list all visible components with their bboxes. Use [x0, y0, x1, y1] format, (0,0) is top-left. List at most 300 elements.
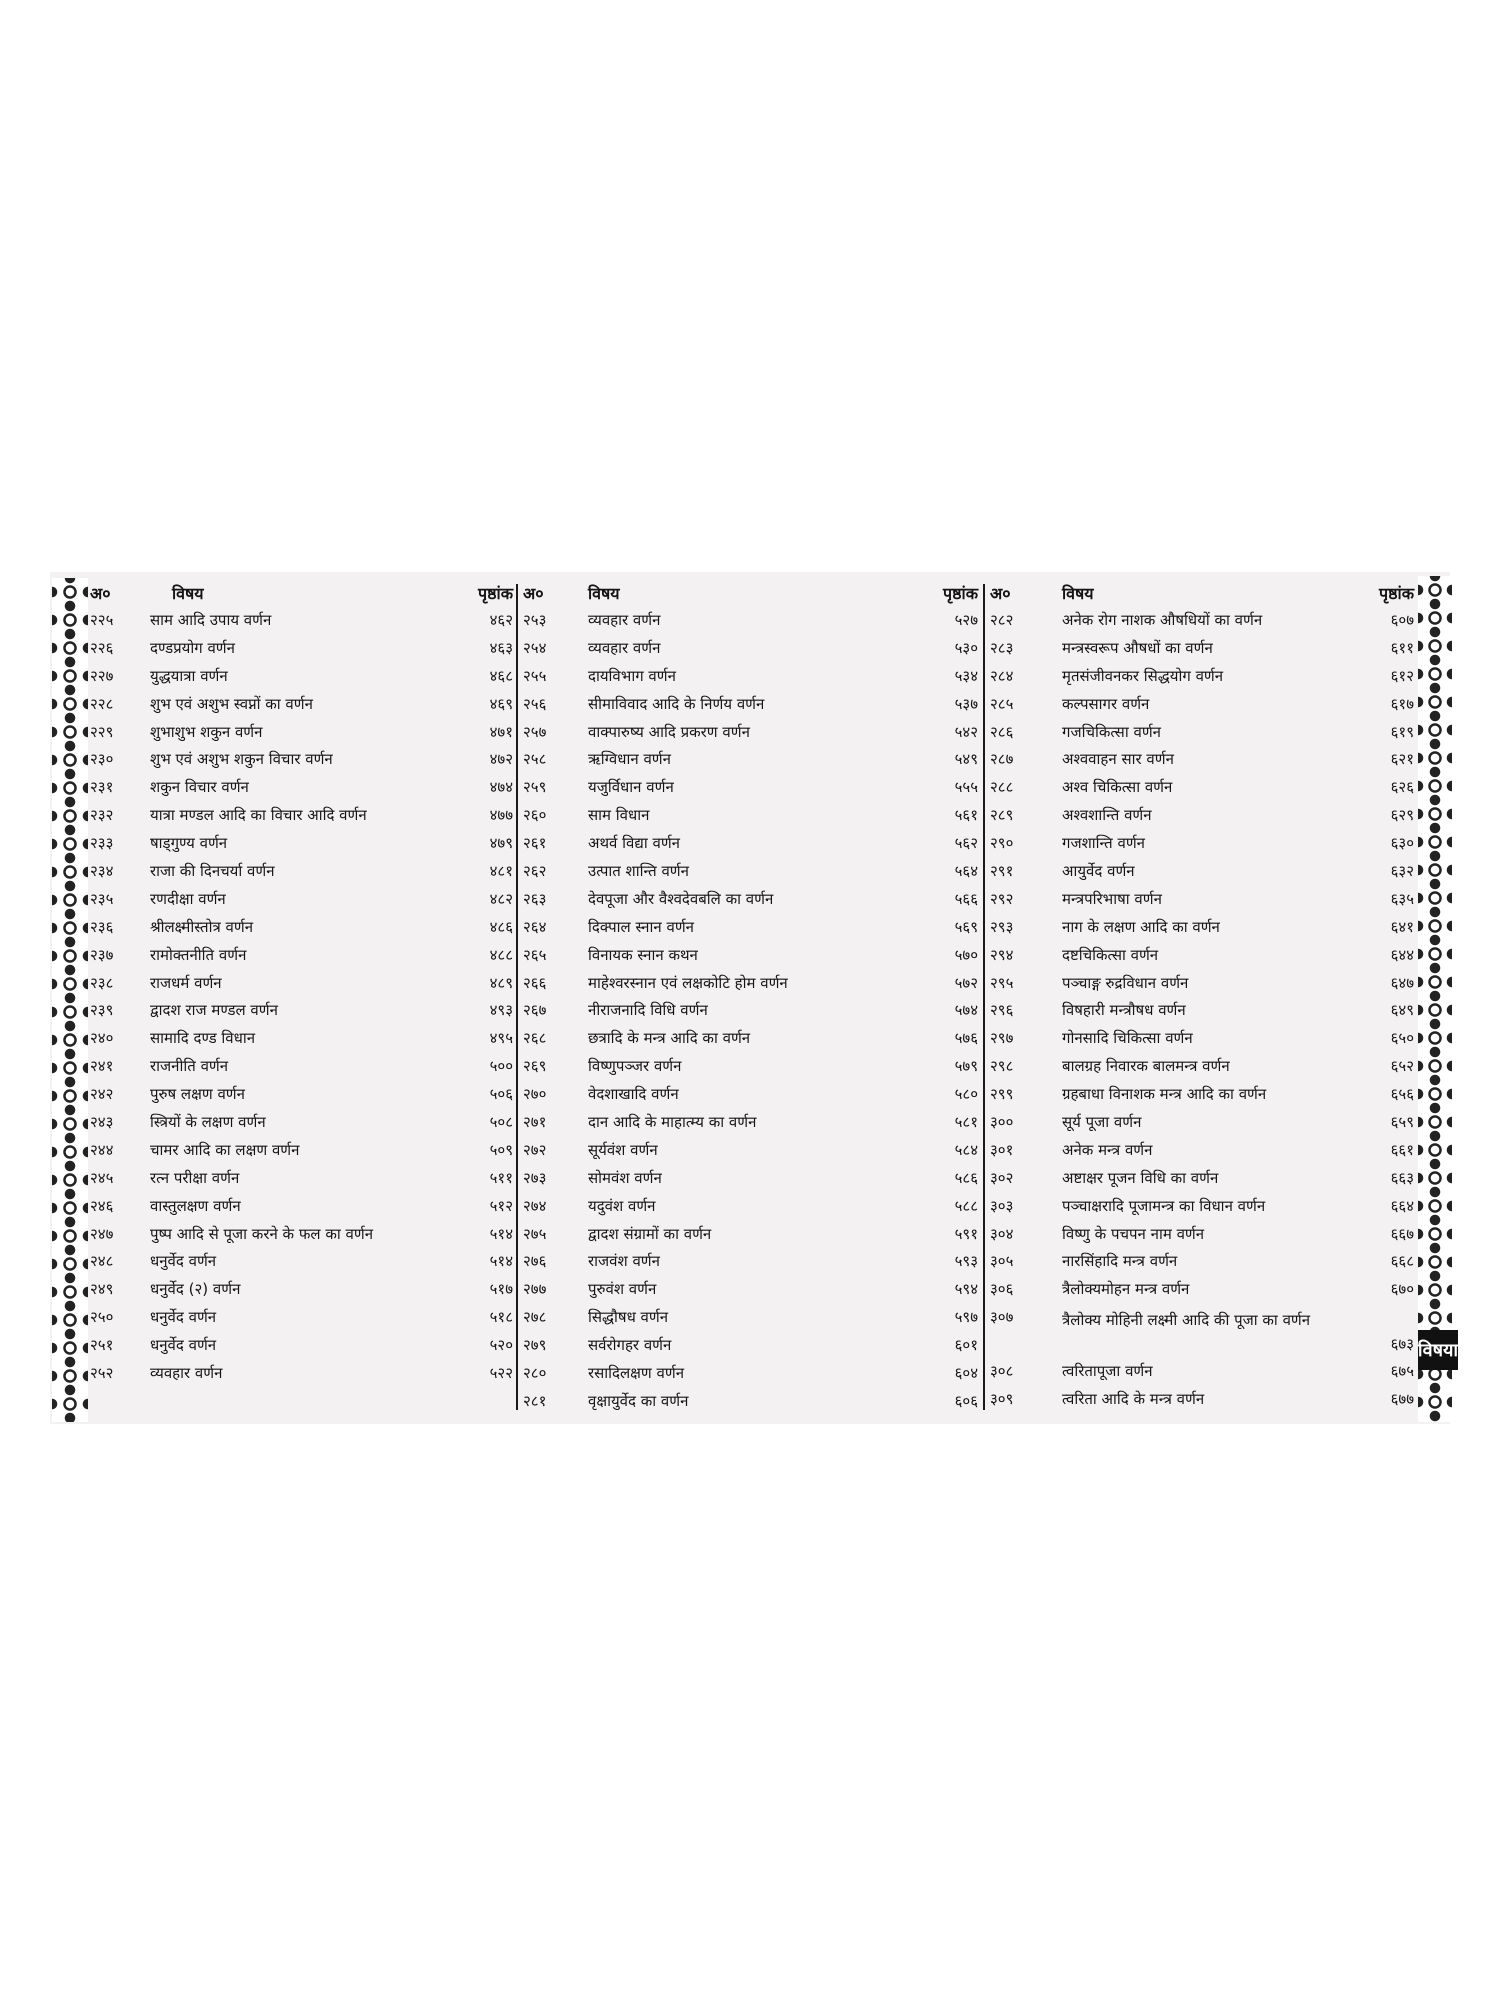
chapter-subject: सामादि दण्ड विधान	[150, 1029, 256, 1048]
chapter-subject: राजा की दिनचर्या वर्णन	[150, 862, 275, 881]
chapter-number: ३०४	[990, 1224, 1014, 1243]
page-number: ५११	[489, 1168, 513, 1187]
page-number: ५२७	[954, 611, 978, 629]
index-row	[523, 718, 978, 746]
page-number: ५०८	[489, 1113, 513, 1132]
chapter-number: २५९	[523, 778, 547, 797]
chapter-subject: धनुर्वेद (२) वर्णन	[150, 1280, 241, 1299]
chapter-number: २८६	[990, 722, 1014, 741]
chapter-subject: विष्णु के पचपन नाम वर्णन	[1062, 1224, 1205, 1243]
chapter-subject: दष्टचिकित्सा वर्णन	[1062, 945, 1159, 964]
index-row	[90, 690, 513, 718]
column-header	[523, 578, 978, 606]
page-number: ४९५	[489, 1029, 513, 1048]
chapter-subject: माहेश्वरस्नान एवं लक्षकोटि होम वर्णन	[588, 973, 788, 992]
chapter-number: २६९	[523, 1057, 547, 1076]
chapter-number: २३९	[90, 1001, 114, 1020]
index-row	[990, 1164, 1414, 1192]
chapter-number: २५४	[523, 638, 547, 657]
page-number: ६२१	[1390, 750, 1414, 769]
page-number: ६५०	[1390, 1029, 1414, 1048]
chapter-subject: वास्तुलक्षण वर्णन	[150, 1196, 241, 1215]
index-row	[990, 941, 1414, 969]
chapter-number: २२७	[90, 666, 114, 685]
index-row	[990, 1220, 1414, 1248]
index-row	[90, 1220, 513, 1248]
header-subject: विषय	[1062, 584, 1094, 603]
index-row	[523, 745, 978, 773]
page-number: ६५६	[1390, 1085, 1414, 1104]
chapter-subject: धनुर्वेद वर्णन	[150, 1336, 217, 1355]
index-row	[523, 773, 978, 801]
chapter-subject: शकुन विचार वर्णन	[150, 778, 249, 797]
chapter-subject: स्त्रियों के लक्षण वर्णन	[150, 1113, 266, 1132]
chapter-number: २९१	[990, 862, 1014, 881]
chapter-subject: पुरुवंश वर्णन	[588, 1280, 657, 1299]
chapter-number: २८४	[990, 666, 1014, 685]
chapter-subject: वाक्पारुष्य आदि प्रकरण वर्णन	[588, 722, 750, 741]
chapter-number: ३०१	[990, 1140, 1014, 1159]
chapter-number: २४५	[90, 1168, 114, 1187]
column-divider	[516, 584, 518, 1410]
column-header	[90, 578, 513, 606]
index-row	[523, 1108, 978, 1136]
chapter-subject: त्रैलोक्य मोहिनी लक्ष्मी आदि की पूजा का वर्णन	[1062, 1311, 1311, 1330]
page-number: ५०९	[489, 1140, 513, 1159]
index-row	[523, 662, 978, 690]
chapter-number: ३००	[990, 1113, 1014, 1132]
index-row	[90, 1164, 513, 1192]
index-row	[523, 1303, 978, 1331]
chapter-number: ३०७	[990, 1308, 1014, 1327]
index-row	[990, 1052, 1414, 1080]
page-number: ४८८	[489, 945, 513, 964]
chapter-subject: विष्णुपञ्जर वर्णन	[588, 1057, 682, 1076]
chapter-subject: द्वादश राज मण्डल वर्णन	[150, 1001, 278, 1020]
page-number: ४७१	[489, 722, 513, 741]
chapter-subject: व्यवहार वर्णन	[588, 638, 661, 657]
page-number: ५५५	[954, 778, 978, 797]
index-column-2	[523, 578, 978, 1415]
index-row	[523, 996, 978, 1024]
section-tab: विषया	[1418, 1330, 1458, 1370]
index-row	[990, 857, 1414, 885]
index-row	[90, 606, 513, 634]
chapter-subject: राजवंश वर्णन	[588, 1252, 660, 1271]
chapter-number: २४९	[90, 1280, 114, 1299]
page-number: ६०७	[1390, 611, 1414, 629]
chapter-number: २३८	[90, 973, 114, 992]
page-number: ६७७	[1390, 1390, 1414, 1409]
chapter-number: २४१	[90, 1057, 114, 1076]
chapter-subject: रत्न परीक्षा वर्णन	[150, 1168, 240, 1187]
page-number: ६७३	[1390, 1335, 1414, 1354]
page-number: ५१८	[489, 1308, 513, 1327]
index-row	[990, 773, 1414, 801]
index-row	[523, 1247, 978, 1275]
chapter-subject: साम विधान	[588, 806, 650, 825]
page-number: ५४२	[954, 722, 978, 741]
chapter-number: २६८	[523, 1029, 547, 1048]
chapter-number: २६०	[523, 806, 547, 825]
chapter-subject: शुभ एवं अशुभ स्वप्नों का वर्णन	[150, 694, 313, 713]
chapter-subject: गोनसादि चिकित्सा वर्णन	[1062, 1029, 1193, 1048]
chapter-subject: कल्पसागर वर्णन	[1062, 694, 1150, 713]
index-row	[90, 1247, 513, 1275]
index-row	[523, 801, 978, 829]
page-number: ६३०	[1390, 834, 1414, 853]
index-row	[990, 829, 1414, 857]
index-row	[90, 1359, 513, 1387]
index-row	[90, 1136, 513, 1164]
chapter-subject: अश्ववाहन सार वर्णन	[1062, 750, 1174, 769]
page-number: ६२९	[1390, 806, 1414, 825]
chapter-subject: ग्रहबाधा विनाशक मन्त्र आदि का वर्णन	[1062, 1085, 1267, 1104]
index-row	[523, 857, 978, 885]
index-row	[90, 1331, 513, 1359]
index-row	[990, 1385, 1414, 1413]
index-column-3	[990, 578, 1414, 1413]
chapter-subject: दान आदि के माहात्म्य का वर्णन	[588, 1113, 757, 1132]
chapter-subject: अश्वशान्ति वर्णन	[1062, 806, 1152, 825]
page-number: ५९३	[954, 1252, 978, 1271]
chapter-subject: सीमाविवाद आदि के निर्णय वर्णन	[588, 694, 765, 713]
index-row	[523, 1220, 978, 1248]
page-number: ५२०	[489, 1336, 513, 1355]
chapter-subject: युद्धयात्रा वर्णन	[150, 666, 228, 685]
index-row	[523, 941, 978, 969]
index-row	[990, 1275, 1414, 1303]
index-row	[990, 1024, 1414, 1052]
chapter-number: २६५	[523, 945, 547, 964]
page-number: ६४७	[1390, 973, 1414, 992]
chapter-subject: दिक्पाल स्नान वर्णन	[588, 917, 694, 936]
page-number: ६३२	[1390, 862, 1414, 881]
chapter-subject: मन्त्रपरिभाषा वर्णन	[1062, 889, 1162, 908]
chapter-subject: नीराजनादि विधि वर्णन	[588, 1001, 708, 1020]
index-row	[990, 885, 1414, 913]
page-number: ४६८	[489, 666, 513, 685]
page-number: ५६१	[954, 806, 978, 825]
index-row	[990, 662, 1414, 690]
index-row	[523, 606, 978, 634]
page-number: ५७२	[954, 973, 978, 992]
page-number: ६५९	[1390, 1113, 1414, 1132]
page-number: ४८९	[489, 973, 513, 992]
chapter-number: २८३	[990, 638, 1014, 657]
page-number: ४७७	[489, 806, 513, 825]
chapter-number: २४२	[90, 1085, 114, 1104]
page-number: ५७४	[954, 1001, 978, 1020]
chapter-number: २५२	[90, 1364, 114, 1383]
chapter-number: २३४	[90, 862, 114, 881]
chapter-number: २९४	[990, 945, 1014, 964]
index-row	[990, 690, 1414, 718]
page-number: ४७४	[489, 778, 513, 797]
index-row	[523, 1164, 978, 1192]
page-number: ५२२	[489, 1364, 513, 1383]
chapter-subject: त्वरिता आदि के मन्त्र वर्णन	[1062, 1390, 1205, 1409]
chapter-number: ३०५	[990, 1252, 1014, 1271]
chapter-subject: दायविभाग वर्णन	[588, 666, 676, 685]
index-row	[90, 996, 513, 1024]
index-row	[990, 718, 1414, 746]
index-row	[990, 745, 1414, 773]
chapter-subject: श्रीलक्ष्मीस्तोत्र वर्णन	[150, 917, 254, 936]
chapter-subject: सर्वरोगहर वर्णन	[588, 1336, 672, 1355]
chapter-number: २७६	[523, 1252, 547, 1271]
header-page: पृष्ठांक	[478, 584, 513, 603]
chapter-subject: वेदशाखादि वर्णन	[588, 1085, 679, 1104]
chapter-subject: उत्पात शान्ति वर्णन	[588, 862, 689, 881]
chapter-number: २७२	[523, 1140, 547, 1159]
page-number: ५३७	[954, 694, 978, 713]
chapter-subject: बालग्रह निवारक बालमन्त्र वर्णन	[1062, 1057, 1230, 1076]
chapter-number: २६१	[523, 834, 547, 853]
chapter-number: २२५	[90, 611, 114, 629]
chapter-number: २६२	[523, 862, 547, 881]
chapter-subject: मृतसंजीवनकर सिद्धयोग वर्णन	[1062, 666, 1224, 685]
chapter-subject: मन्त्रस्वरूप औषधों का वर्णन	[1062, 638, 1213, 657]
index-row	[990, 801, 1414, 829]
chapter-subject: आयुर्वेद वर्णन	[1062, 862, 1135, 881]
page-number: ४६३	[489, 638, 513, 657]
page-number: ६०१	[954, 1336, 978, 1355]
chapter-number: २६४	[523, 917, 547, 936]
chapter-number: ३०८	[990, 1362, 1014, 1381]
page-number: ५१७	[489, 1280, 513, 1299]
chapter-number: २९३	[990, 917, 1014, 936]
index-row	[990, 606, 1414, 634]
page-number: ५८८	[954, 1196, 978, 1215]
page-number: ६१७	[1390, 694, 1414, 713]
page-number: ६६३	[1390, 1168, 1414, 1187]
chapter-subject: द्वादश संग्रामों का वर्णन	[588, 1224, 712, 1243]
chapter-number: २४८	[90, 1252, 114, 1271]
chapter-subject: पुरुष लक्षण वर्णन	[150, 1085, 245, 1104]
header-page: पृष्ठांक	[1379, 584, 1414, 603]
chapter-subject: धनुर्वेद वर्णन	[150, 1308, 217, 1327]
page-number: ५९७	[954, 1308, 978, 1327]
page-number: ५८०	[954, 1085, 978, 1104]
index-row	[523, 1024, 978, 1052]
chapter-subject: रसादिलक्षण वर्णन	[588, 1364, 685, 1383]
chapter-subject: राजनीति वर्णन	[150, 1057, 229, 1076]
chapter-number: २८७	[990, 750, 1014, 769]
index-row	[990, 969, 1414, 997]
chapter-subject: विनायक स्नान कथन	[588, 945, 698, 964]
page-number: ६४४	[1390, 945, 1414, 964]
index-row	[990, 1192, 1414, 1220]
page-number: ५१४	[489, 1224, 513, 1243]
chapter-number: २२६	[90, 638, 114, 657]
header-subject: विषय	[588, 584, 620, 603]
page-number: ६०४	[954, 1364, 978, 1383]
chapter-subject: दण्डप्रयोग वर्णन	[150, 638, 235, 657]
index-row	[523, 1052, 978, 1080]
chapter-number: २९५	[990, 973, 1014, 992]
chapter-subject: धनुर्वेद वर्णन	[150, 1252, 217, 1271]
index-row	[90, 1108, 513, 1136]
chapter-number: २७५	[523, 1224, 547, 1243]
index-row	[523, 1387, 978, 1415]
chapter-subject: त्रैलोक्यमोहन मन्त्र वर्णन	[1062, 1280, 1190, 1299]
chapter-subject: त्वरितापूजा वर्णन	[1062, 1362, 1153, 1381]
chapter-subject: यजुर्विधान वर्णन	[588, 778, 674, 797]
chapter-number: २९९	[990, 1085, 1014, 1104]
index-row	[523, 1331, 978, 1359]
index-row	[523, 885, 978, 913]
page-number: ६६४	[1390, 1196, 1414, 1215]
chapter-subject: अनेक रोग नाशक औषधियों का वर्णन	[1062, 611, 1263, 629]
chapter-number: ३०३	[990, 1196, 1014, 1215]
page-number: ६५२	[1390, 1057, 1414, 1076]
page-number: ६६१	[1390, 1140, 1414, 1159]
index-row	[990, 1080, 1414, 1108]
page-number: ५६२	[954, 834, 978, 853]
chapter-number: २३६	[90, 917, 114, 936]
chapter-number: २९७	[990, 1029, 1014, 1048]
page-number: ५७०	[954, 945, 978, 964]
chapter-number: २५०	[90, 1308, 114, 1327]
index-row	[90, 941, 513, 969]
index-row	[90, 662, 513, 690]
index-row	[523, 690, 978, 718]
chapter-subject: अश्व चिकित्सा वर्णन	[1062, 778, 1173, 797]
index-row	[990, 1247, 1414, 1275]
chapter-subject: छत्रादि के मन्त्र आदि का वर्णन	[588, 1029, 751, 1048]
chapter-number: २७७	[523, 1280, 547, 1299]
chapter-number: २३५	[90, 889, 114, 908]
chapter-number: २४६	[90, 1196, 114, 1215]
left-ornamental-border	[52, 578, 88, 1422]
page-number: ६०६	[954, 1391, 978, 1410]
chapter-number: २९०	[990, 834, 1014, 853]
chapter-subject: अनेक मन्त्र वर्णन	[1062, 1140, 1153, 1159]
page-number: ६७०	[1390, 1280, 1414, 1299]
page-number: ५३४	[954, 666, 978, 685]
chapter-number: २२८	[90, 694, 114, 713]
chapter-subject: शुभाशुभ शकुन वर्णन	[150, 722, 263, 741]
chapter-number: २८२	[990, 611, 1014, 629]
chapter-number: २९२	[990, 889, 1014, 908]
index-row	[90, 773, 513, 801]
index-row	[523, 1359, 978, 1387]
chapter-subject: नारसिंहादि मन्त्र वर्णन	[1062, 1252, 1178, 1271]
chapter-number: २५१	[90, 1336, 114, 1355]
index-row	[90, 969, 513, 997]
chapter-subject: सूर्य पूजा वर्णन	[1062, 1113, 1142, 1132]
chapter-subject: चामर आदि का लक्षण वर्णन	[150, 1140, 300, 1159]
page-number: ५६४	[954, 862, 978, 881]
page-number: ६११	[1390, 638, 1414, 657]
chapter-subject: नाग के लक्षण आदि का वर्णन	[1062, 917, 1220, 936]
chapter-subject: वृक्षायुर्वेद का वर्णन	[588, 1391, 689, 1410]
chapter-number: ३०६	[990, 1280, 1014, 1299]
index-row	[523, 1136, 978, 1164]
chapter-subject: यात्रा मण्डल आदि का विचार आदि वर्णन	[150, 806, 367, 825]
index-row	[523, 829, 978, 857]
chapter-number: २८१	[523, 1391, 547, 1410]
chapter-number: २७३	[523, 1168, 547, 1187]
chapter-number: २८०	[523, 1364, 547, 1383]
chapter-subject: देवपूजा और वैश्वदेवबलि का वर्णन	[588, 889, 774, 908]
chapter-number: २३३	[90, 834, 114, 853]
page-number: ५८६	[954, 1168, 978, 1187]
index-row	[90, 1080, 513, 1108]
chapter-number: २६७	[523, 1001, 547, 1020]
index-row	[990, 1108, 1414, 1136]
chapter-number: २८५	[990, 694, 1014, 713]
index-row	[90, 801, 513, 829]
index-row	[90, 885, 513, 913]
chapter-number: २४०	[90, 1029, 114, 1048]
column-divider	[983, 584, 985, 1410]
index-row	[990, 1357, 1414, 1385]
page-number: ५४९	[954, 750, 978, 769]
index-row	[523, 913, 978, 941]
chapter-subject: शुभ एवं अशुभ शकुन विचार वर्णन	[150, 750, 333, 769]
chapter-subject: सूर्यवंश वर्णन	[588, 1140, 658, 1159]
header-chapter: अ०	[90, 584, 111, 603]
page-number: ६१२	[1390, 666, 1414, 685]
page-number: ५८१	[954, 1113, 978, 1132]
page-number: ५१२	[489, 1196, 513, 1215]
page-number: ६६७	[1390, 1224, 1414, 1243]
chapter-number: २४७	[90, 1224, 114, 1243]
index-row	[523, 1192, 978, 1220]
chapter-number: २२९	[90, 722, 114, 741]
chapter-number: २५७	[523, 722, 547, 741]
chapter-number: २५८	[523, 750, 547, 769]
column-header	[990, 578, 1414, 606]
chapter-number: ३०९	[990, 1390, 1014, 1409]
chapter-subject: सोमवंश वर्णन	[588, 1168, 662, 1187]
header-chapter: अ०	[990, 584, 1011, 603]
page-number: ५८४	[954, 1140, 978, 1159]
page-number: ५१४	[489, 1252, 513, 1271]
page-number: ५०६	[489, 1085, 513, 1104]
page-number: ६४१	[1390, 917, 1414, 936]
chapter-subject: अष्टाक्षर पूजन विधि का वर्णन	[1062, 1168, 1219, 1187]
chapter-number: २४३	[90, 1113, 114, 1132]
chapter-number: २८८	[990, 778, 1014, 797]
index-column-1	[90, 578, 513, 1387]
chapter-number: २७४	[523, 1196, 547, 1215]
chapter-subject: पञ्चाङ्ग रुद्रविधान वर्णन	[1062, 973, 1189, 992]
chapter-subject: व्यवहार वर्णन	[150, 1364, 223, 1383]
page-number: ४६९	[489, 694, 513, 713]
index-row	[90, 857, 513, 885]
chapter-subject: रणदीक्षा वर्णन	[150, 889, 226, 908]
chapter-number: २९६	[990, 1001, 1014, 1020]
index-row	[90, 745, 513, 773]
chapter-subject: ऋग्विधान वर्णन	[588, 750, 671, 769]
index-row	[990, 634, 1414, 662]
chapter-subject: पुष्प आदि से पूजा करने के फल का वर्णन	[150, 1224, 374, 1243]
header-subject: विषय	[172, 584, 204, 603]
index-row	[90, 634, 513, 662]
chapter-subject: रामोक्तनीति वर्णन	[150, 945, 247, 964]
page-number: ४७२	[489, 750, 513, 769]
page-number: ५३०	[954, 638, 978, 657]
page-number: ६६८	[1390, 1252, 1414, 1271]
page-number: ५००	[489, 1057, 513, 1076]
chapter-subject: षाड्गुण्य वर्णन	[150, 834, 228, 853]
chapter-number: २७०	[523, 1085, 547, 1104]
page-number: ५९१	[954, 1224, 978, 1243]
chapter-subject: साम आदि उपाय वर्णन	[150, 611, 272, 629]
